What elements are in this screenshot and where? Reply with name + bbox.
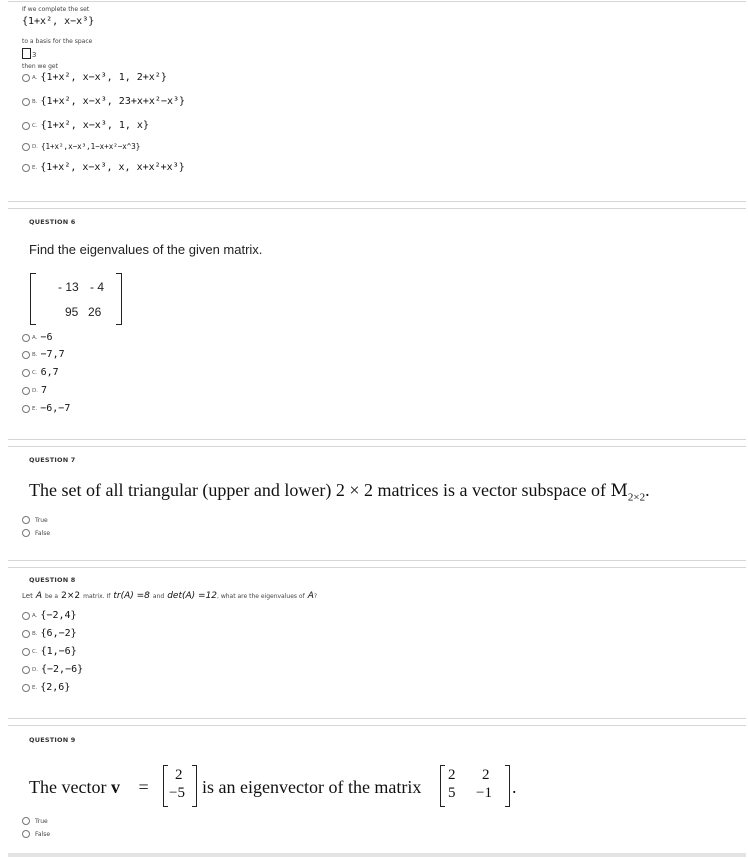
- matrix-cell: 95: [65, 305, 79, 319]
- q5-option-b[interactable]: B. {1+x², x−x³, 23+x+x²−x³}: [22, 96, 185, 107]
- matrix-cell: −1: [476, 785, 492, 801]
- right-bracket: [116, 273, 122, 325]
- divider: [8, 560, 746, 561]
- radio-icon[interactable]: [22, 143, 30, 151]
- q9-text-middle: is an eigenvector of the matrix: [202, 777, 422, 797]
- divider: [8, 201, 746, 202]
- q6-option-b[interactable]: B. −7,7: [22, 349, 65, 360]
- matrix-cell: - 4: [90, 280, 105, 294]
- radio-icon[interactable]: [22, 98, 30, 106]
- q5-option-c[interactable]: C. {1+x², x−x³, 1, x}: [22, 120, 149, 131]
- q6-matrix: [30, 273, 122, 325]
- left-bracket: [30, 273, 36, 325]
- top-divider: [8, 1, 746, 2]
- divider: [8, 567, 746, 568]
- radio-icon[interactable]: [22, 369, 30, 377]
- q5-space-sub: 3: [32, 51, 37, 59]
- radio-icon[interactable]: [22, 74, 30, 82]
- matrix-cell: - 13: [58, 280, 79, 294]
- q5-set: {1+x², x−x³}: [22, 16, 95, 27]
- q8-label: QUESTION 8: [29, 576, 76, 584]
- q8-option-b[interactable]: B. {6,−2}: [22, 628, 77, 639]
- radio-icon[interactable]: [22, 405, 30, 413]
- right-bracket: [192, 765, 197, 807]
- q5-then-line: then we get: [22, 63, 58, 70]
- q5-option-a[interactable]: A. {1+x², x−x³, 1, 2+x²}: [22, 72, 167, 83]
- q7-space: M: [610, 481, 628, 501]
- radio-icon[interactable]: [22, 817, 30, 825]
- bottom-bar: [8, 853, 746, 857]
- q8-question: Let A be a 2×2 matrix. If tr(A) =8 and det(A) =12 , what are the eigenvalues of A ?: [22, 591, 318, 601]
- radio-icon[interactable]: [22, 516, 30, 524]
- q7-statement: The set of all triangular (upper and lower) 2 × 2 matrices is a vector subspace of $M_{2\times 2}$.: [29, 480, 650, 504]
- q9-option-true[interactable]: True: [22, 817, 48, 825]
- left-bracket: [440, 765, 445, 807]
- q9-period: .: [512, 777, 517, 797]
- right-bracket: [505, 765, 510, 807]
- radio-icon[interactable]: [22, 164, 30, 172]
- q6-option-e[interactable]: E. −6,−7: [22, 403, 70, 414]
- q7-option-true[interactable]: True: [22, 516, 48, 524]
- radio-icon[interactable]: [22, 666, 30, 674]
- q5-option-e[interactable]: E. {1+x², x−x³, x, x+x²+x³}: [22, 162, 185, 173]
- q6-prompt: Find the eigenvalues of the given matrix.: [29, 242, 263, 257]
- q6-label: QUESTION 6: [29, 218, 76, 226]
- q7-option-false[interactable]: False: [22, 529, 50, 537]
- q6-option-d[interactable]: D. 7: [22, 385, 47, 396]
- radio-icon[interactable]: [22, 351, 30, 359]
- radio-icon[interactable]: [22, 529, 30, 537]
- q5-basis-line: to a basis for the space: [22, 38, 93, 45]
- matrix-cell: 5: [448, 785, 456, 801]
- radio-icon[interactable]: [22, 684, 30, 692]
- divider: [8, 725, 746, 726]
- q9-label: QUESTION 9: [29, 736, 76, 744]
- matrix-cell: 2: [448, 767, 456, 783]
- q6-option-a[interactable]: A. −6: [22, 332, 52, 343]
- radio-icon[interactable]: [22, 648, 30, 656]
- q7-space-sub: 2×2: [627, 491, 646, 504]
- radio-icon[interactable]: [22, 630, 30, 638]
- q9-text-start: The vector v⃗ =: [29, 777, 149, 797]
- q8-option-a[interactable]: A. {−2,4}: [22, 610, 77, 621]
- vector-cell: 2: [175, 767, 183, 783]
- q8-option-d[interactable]: D. {−2,−6}: [22, 664, 83, 675]
- q8-option-e[interactable]: E. {2,6}: [22, 682, 70, 693]
- radio-icon[interactable]: [22, 387, 30, 395]
- q7-label: QUESTION 7: [29, 456, 76, 464]
- divider: [8, 208, 746, 209]
- divider: [8, 439, 746, 440]
- radio-icon[interactable]: [22, 122, 30, 130]
- radio-icon[interactable]: [22, 612, 30, 620]
- radio-icon[interactable]: [22, 830, 30, 838]
- vector-cell: −5: [169, 785, 185, 801]
- q6-option-c[interactable]: C. 6,7: [22, 367, 59, 378]
- matrix-cell: 26: [88, 305, 102, 319]
- q5-intro: If we complete the set: [22, 6, 90, 13]
- left-bracket: [163, 765, 168, 807]
- q5-space: [22, 48, 36, 59]
- q9-option-false[interactable]: False: [22, 830, 50, 838]
- q5-option-d[interactable]: D. {1+x²,x−x³,1−x+x²−x^3}: [22, 142, 140, 151]
- q9-vector: [163, 765, 197, 807]
- divider: [8, 718, 746, 719]
- q8-option-c[interactable]: C. {1,−6}: [22, 646, 77, 657]
- divider: [8, 446, 746, 447]
- q9-matrix: [440, 765, 510, 807]
- radio-icon[interactable]: [22, 334, 30, 342]
- space-symbol-box: [22, 48, 31, 59]
- matrix-cell: 2: [482, 767, 490, 783]
